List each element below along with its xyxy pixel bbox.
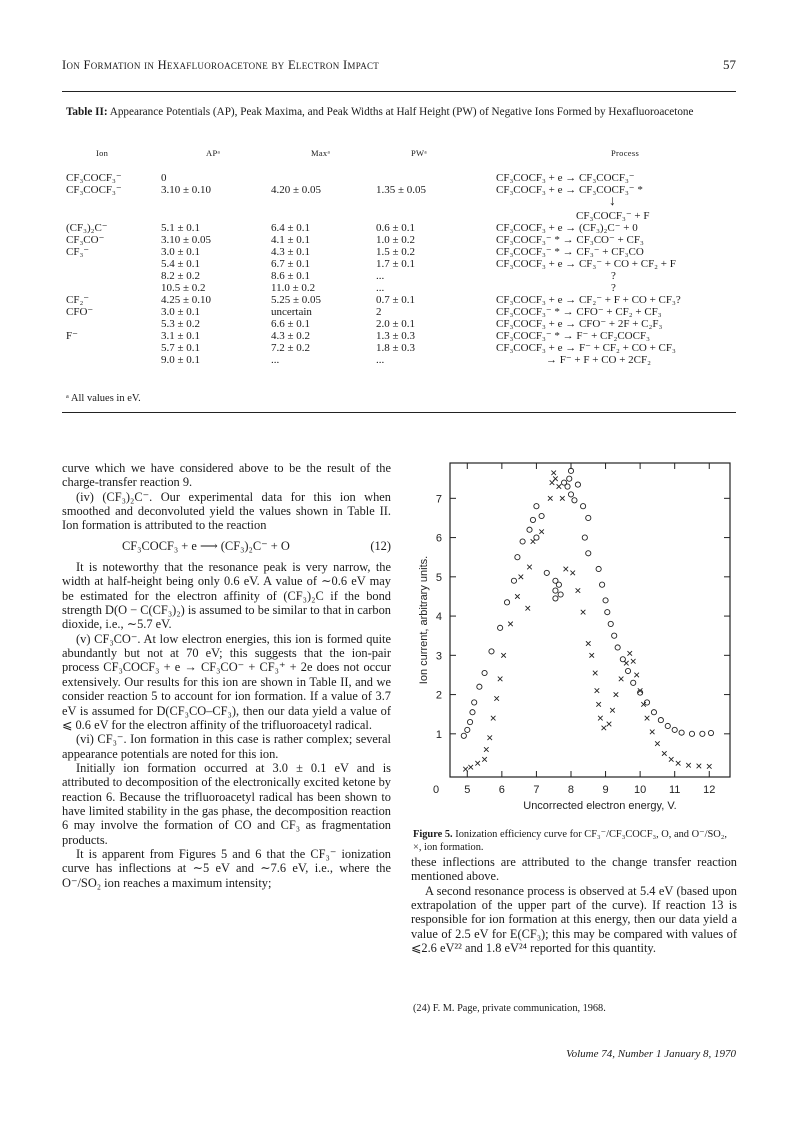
table-cell-process: CF₃COCF₃ + e → (CF₃)₂C⁻ + 0 [496, 222, 638, 234]
table-row [66, 318, 738, 330]
data-point-cross [525, 606, 530, 611]
table-row [66, 246, 738, 258]
data-point-circle [539, 513, 544, 518]
data-point-circle [665, 723, 670, 728]
x-tick-label: 8 [567, 784, 575, 796]
table-cell-ion: CF₃COCF₃⁻ [66, 172, 122, 184]
paragraph: these inflections are attributed to the change transfer reaction mentioned above. [411, 855, 737, 884]
table-caption-text: Appearance Potentials (AP), Peak Maxima, and Peak Widths at Half Height (PW) of Negative Ions Formed by Hexafluoroacetone [109, 106, 694, 118]
data-point-circle [465, 727, 470, 732]
data-point-circle [651, 710, 656, 715]
table-row [66, 184, 738, 196]
y-tick-label: 3 [435, 650, 442, 663]
table-cell-max: 6.6 ± 0.1 [271, 318, 311, 330]
data-point-circle [461, 733, 466, 738]
data-point-circle [605, 610, 610, 615]
table-cell-max: 11.0 ± 0.2 [271, 282, 316, 294]
equation-number: (12) [370, 538, 391, 553]
data-point-circle [544, 570, 549, 575]
table-cell-pw: 2.0 ± 0.1 [376, 318, 416, 330]
table-row [66, 270, 738, 282]
data-point-cross [487, 735, 492, 740]
table-cell-process: CF₃COCF₃⁻ * → F⁻ + CF₂COCF₃ [496, 330, 650, 342]
data-point-circle [631, 680, 636, 685]
ionization-chart [408, 455, 738, 825]
table-row [66, 222, 738, 234]
figure-caption [413, 828, 735, 854]
data-point-cross [515, 594, 520, 599]
data-point-cross [475, 761, 480, 766]
table-cell-process: ? [611, 282, 616, 294]
table-row [66, 210, 738, 222]
data-point-cross [598, 716, 603, 721]
right-column [411, 855, 737, 955]
table-cell-ap: 5.4 ± 0.1 [161, 258, 201, 270]
data-point-cross [491, 716, 496, 721]
data-point-cross [707, 764, 712, 769]
data-point-circle [515, 555, 520, 560]
x-tick-label: 11 [668, 784, 681, 796]
equation-12 [62, 539, 391, 553]
paragraph: (v) CF₃CO⁻. At low electron energies, this ion is formed quite abundantly but not at 70 eV; this suggests that the ion-pair process CF₃COCF₃ + e → CF₃CO⁻ + CF₃⁺ + 2e does not occur extensively. Our results for this ion are shown in Table II, and we consider reaction 5 to account for ion formation. If a value of 3.7 eV is assumed for D(CF₃CO–CF₃), then our data yield a value of ⩽ 0.6 eV for the electron affinity of the trifluoroacetyl radical. [62, 631, 391, 732]
data-point-cross [560, 496, 565, 501]
data-point-cross [589, 653, 594, 658]
table-row [66, 294, 738, 306]
x-tick-label: 0 [432, 784, 440, 796]
data-point-cross [564, 567, 569, 572]
table-cell-process: CF₃COCF₃⁻ * → CF₃CO⁻ + CF₃ [496, 234, 644, 246]
data-point-circle [599, 582, 604, 587]
table-cell-pw: 1.35 ± 0.05 [376, 184, 427, 196]
y-tick-label: 2 [435, 689, 442, 702]
table-cell-ap: 4.25 ± 0.10 [161, 294, 212, 306]
data-point-circle [561, 480, 566, 485]
data-point-circle [568, 468, 573, 473]
paragraph: It is apparent from Figures 5 and 6 that the CF₃⁻ ionization curve has inflections at ∼5 eV and ∼7.6 eV, i.e., where the O⁻/SO₂ ion reaches a maximum intensity; [62, 846, 391, 890]
data-point-cross [593, 671, 598, 676]
data-point-circle [504, 600, 509, 605]
table-cell-pw: 1.7 ± 0.1 [376, 258, 416, 270]
table-cell-ap: 3.0 ± 0.1 [161, 306, 201, 318]
data-point-circle [612, 633, 617, 638]
data-point-circle [477, 684, 482, 689]
paragraph: curve which we have considered above to be the result of the charge-transfer reaction 9. [62, 461, 391, 490]
table-cell-ion: CF₃CO⁻ [66, 234, 105, 246]
data-point-cross [539, 529, 544, 534]
volume-line: Volume 74, Number 1 January 8, 1970 [566, 1048, 736, 1060]
table-cell-ap: 0 [161, 172, 167, 184]
table-cell-ap: 9.0 ± 0.1 [161, 354, 201, 366]
table-row [66, 306, 738, 318]
data-point-circle [572, 498, 577, 503]
x-tick-label: 9 [602, 784, 609, 796]
column-header: APᵃ [206, 148, 221, 158]
table-cell-max: 6.4 ± 0.1 [271, 222, 311, 234]
top-rule [62, 91, 736, 92]
table-cell-max: 4.20 ± 0.05 [271, 184, 322, 196]
table-row [66, 234, 738, 246]
x-tick-label: 12 [703, 784, 716, 796]
data-point-circle [700, 731, 705, 736]
data-point-cross [655, 741, 660, 746]
data-point-circle [672, 727, 677, 732]
column-header: PWᵃ [411, 148, 427, 158]
table-cell-process: CF₃COCF₃⁻ * → CFO⁻ + CF₂ + CF₃ [496, 306, 662, 318]
data-point-circle [708, 730, 713, 735]
data-point-circle [498, 625, 503, 630]
data-point-circle [482, 670, 487, 675]
data-point-cross [697, 764, 702, 769]
data-point-circle [511, 578, 516, 583]
data-point-cross [484, 747, 489, 752]
data-point-circle [586, 515, 591, 520]
table-cell-pw: 1.8 ± 0.3 [376, 342, 416, 354]
table-cell-process: CF₃COCF₃⁻ * → CF₃⁻ + CF₃CO [496, 246, 644, 258]
table-cell-max: 8.6 ± 0.1 [271, 270, 311, 282]
data-point-circle [625, 668, 630, 673]
page-number: 57 [723, 57, 736, 72]
data-point-circle [553, 596, 558, 601]
table-row [66, 172, 738, 184]
table-cell-ap: 8.2 ± 0.2 [161, 270, 201, 282]
table-cell-pw: ... [376, 282, 385, 294]
data-point-circle [575, 482, 580, 487]
running-title: Ion Formation in Hexafluoroacetone by Electron Impact [62, 58, 380, 72]
table-cell-process: CF₃COCF₃ + e → CFO⁻ + 2F + C₂F₃ [496, 318, 663, 330]
data-point-cross [634, 673, 639, 678]
data-point-cross [519, 575, 524, 580]
data-point-circle [596, 566, 601, 571]
table-cell-ion: CF₃COCF₃⁻ [66, 184, 122, 196]
data-point-cross [548, 496, 553, 501]
data-point-cross [527, 565, 532, 570]
table-cell-ap: 5.7 ± 0.1 [161, 342, 201, 354]
data-point-cross [619, 677, 624, 682]
table-row [66, 282, 738, 294]
x-tick-label: 7 [533, 784, 540, 796]
table-cell-max: 5.25 ± 0.05 [271, 294, 322, 306]
table-cell-ion: CF₂⁻ [66, 294, 90, 306]
table-cell-ion: (CF₃)₂C⁻ [66, 222, 108, 234]
table-cell-max: 4.3 ± 0.2 [271, 330, 311, 342]
plot-frame [450, 463, 730, 777]
data-point-circle [556, 582, 561, 587]
x-axis-label: Uncorrected electron energy, V. [523, 800, 677, 812]
y-axis-label: Ion current, arbitrary units. [418, 555, 430, 685]
data-point-circle [580, 504, 585, 509]
data-point-circle [553, 588, 558, 593]
data-point-cross [576, 588, 581, 593]
data-point-circle [534, 504, 539, 509]
table-row [66, 342, 738, 354]
table-cell-process: → F⁻ + F + CO + 2CF₂ [546, 354, 651, 366]
table-cell-pw: 0.6 ± 0.1 [376, 222, 416, 234]
paragraph: It is noteworthy that the resonance peak is very narrow, the width at half-height being only 0.6 eV. A value of ∼0.6 eV may be estimated for the electron affinity of (CF₃)₂C if the bond strength D(O − C(CF₃)₂) is assumed to be similar to that in carbon dioxide, i.e., ∼5.7 eV. [62, 560, 391, 632]
table-row [66, 330, 738, 342]
y-tick-label: 5 [435, 571, 442, 584]
data-point-cross [631, 659, 636, 664]
data-point-circle [608, 621, 613, 626]
table-cell-process: CF₃COCF₃⁻ + F [576, 210, 650, 222]
data-point-cross [686, 763, 691, 768]
data-point-circle [527, 527, 532, 532]
data-point-cross [595, 688, 600, 693]
table-cell-ap: 3.1 ± 0.1 [161, 330, 201, 342]
table-cell-pw: 1.0 ± 0.2 [376, 234, 416, 246]
data-point-circle [586, 551, 591, 556]
table-cell-ion: F⁻ [66, 330, 78, 342]
table-row [66, 354, 738, 366]
table-cell-ap: 10.5 ± 0.2 [161, 282, 206, 294]
data-point-circle [520, 539, 525, 544]
table-row [66, 196, 738, 208]
data-point-cross [468, 765, 473, 770]
table-cell-ap: 3.10 ± 0.05 [161, 234, 212, 246]
data-point-cross [614, 692, 619, 697]
table-cell-process: CF₃COCF₃ + e → CF₂⁻ + F + CO + CF₃? [496, 294, 681, 306]
figure-label: Figure 5. [413, 829, 453, 840]
paragraph: (vi) CF₃⁻. Ion formation in this case is rather complex; several appearance potentials are noted for this ion. [62, 732, 391, 761]
table-cell-max: uncertain [271, 306, 312, 318]
table-cell-ion: CFO⁻ [66, 306, 94, 318]
data-point-circle [568, 492, 573, 497]
paragraph: Initially ion formation occurred at 3.0 ± 0.1 eV and is attributed to decomposition of the electronically excited ketone by reaction 6. Because the trifluoroacetyl radical has been shown to have limited stability in the gas phase, the decomposition reaction 6 may involve the formation of CO and CF₃ as fragmentation products. [62, 760, 391, 847]
figure-5 [408, 455, 738, 825]
y-tick-label: 4 [435, 611, 442, 624]
x-tick-label: 6 [498, 784, 505, 796]
table-cell-pw: 1.5 ± 0.2 [376, 246, 416, 258]
data-point-circle [679, 730, 684, 735]
reference-footnote: (24) F. M. Page, private communication, 1968. [413, 1003, 606, 1014]
table-cell-pw: 1.3 ± 0.3 [376, 330, 416, 342]
equation-text: CF₃COCF₃ + e ⟶ (CF₃)₂C⁻ + O [122, 538, 290, 553]
data-point-cross [570, 571, 575, 576]
table-cell-ap: 3.0 ± 0.1 [161, 246, 201, 258]
data-point-cross [498, 677, 503, 682]
table-cell-process: ? [611, 270, 616, 282]
table-cell-max: 4.3 ± 0.1 [271, 246, 311, 258]
table-caption [66, 105, 736, 119]
data-point-cross [508, 622, 513, 627]
y-tick-label: 6 [435, 532, 442, 545]
column-header: Ion [96, 148, 109, 158]
table-cell-pw: 0.7 ± 0.1 [376, 294, 416, 306]
data-point-cross [624, 661, 629, 666]
data-point-cross [669, 757, 674, 762]
data-point-circle [489, 649, 494, 654]
table-cell-process: ↓ [609, 194, 616, 209]
data-point-cross [602, 726, 607, 731]
data-point-cross [627, 651, 632, 656]
table-cell-ap: 5.1 ± 0.1 [161, 222, 201, 234]
data-point-cross [557, 484, 562, 489]
data-point-cross [607, 722, 612, 727]
data-point-cross [581, 610, 586, 615]
y-tick-label: 7 [435, 493, 442, 506]
data-point-cross [596, 702, 601, 707]
data-point-cross [650, 730, 655, 735]
table-cell-max: ... [271, 354, 280, 366]
table-cell-max: 6.7 ± 0.1 [271, 258, 311, 270]
table-cell-ap: 5.3 ± 0.2 [161, 318, 201, 330]
data-point-circle [558, 592, 563, 597]
data-point-cross [501, 653, 506, 658]
data-point-cross [553, 476, 558, 481]
data-point-cross [482, 757, 487, 762]
data-point-circle [615, 645, 620, 650]
data-point-cross [531, 539, 536, 544]
table-footnote: ᵃ All values in eV. [66, 393, 141, 404]
table-cell-pw: 2 [376, 306, 382, 318]
figure-caption-text: Ionization efficiency curve for CF₃⁻/CF₃COCF₃, O, and O⁻/SO₂, ×, ion formation. [413, 829, 727, 853]
data-point-circle [530, 517, 535, 522]
table-cell-ap: 3.10 ± 0.10 [161, 184, 212, 196]
table-cell-max: 4.1 ± 0.1 [271, 234, 311, 246]
data-point-circle [658, 717, 663, 722]
paragraph: (iv) (CF₃)₂C⁻. Our experimental data for this ion when smoothed and deconvoluted yield the values shown in Table II. Ion formation is attributed to the reaction [62, 489, 391, 533]
data-point-circle [567, 476, 572, 481]
data-point-cross [551, 471, 556, 476]
table-cell-process: CF₃COCF₃ + e → F⁻ + CF₂ + CO + CF₃ [496, 342, 676, 354]
column-header: Maxᵃ [311, 148, 331, 158]
table-cell-max: 7.2 ± 0.2 [271, 342, 311, 354]
data-point-cross [610, 708, 615, 713]
data-point-cross [676, 761, 681, 766]
table-label: Table II: [66, 106, 108, 118]
data-point-circle [470, 710, 475, 715]
data-point-circle [582, 535, 587, 540]
data-point-cross [494, 696, 499, 701]
table-cell-process: CF₃COCF₃ + e → CF₃COCF₃⁻ * [496, 184, 643, 196]
data-point-cross [645, 716, 650, 721]
data-point-circle [689, 731, 694, 736]
y-tick-label: 1 [435, 728, 442, 741]
paragraph: A second resonance process is observed at 5.4 eV (based upon extrapolation of the upper part of the curve). If reaction 13 is responsible for ion formation at this energy, then our data yield a value of 2.5 eV for E(CF₃); this may be compared with values of ⩽2.6 eV²² and 1.8 eV²⁴ reported for this quantity. [411, 883, 737, 956]
table-cell-process: CF₃COCF₃ + e → CF₃COCF₃⁻ [496, 172, 635, 184]
table-cell-ion: CF₃⁻ [66, 246, 90, 258]
data-point-circle [467, 719, 472, 724]
x-tick-label: 5 [464, 784, 471, 796]
table-row [66, 258, 738, 270]
data-point-cross [463, 767, 468, 772]
x-tick-label: 10 [633, 784, 647, 796]
table-bottom-rule [62, 412, 736, 413]
data-point-cross [662, 751, 667, 756]
table-cell-pw: ... [376, 270, 385, 282]
table-cell-process: CF₃COCF₃ + e → CF₃⁻ + CO + CF₂ + F [496, 258, 676, 270]
data-point-circle [472, 700, 477, 705]
table-cell-pw: ... [376, 354, 385, 366]
data-point-circle [603, 598, 608, 603]
left-column [62, 461, 391, 890]
data-point-cross [586, 641, 591, 646]
column-header: Process [611, 148, 640, 158]
